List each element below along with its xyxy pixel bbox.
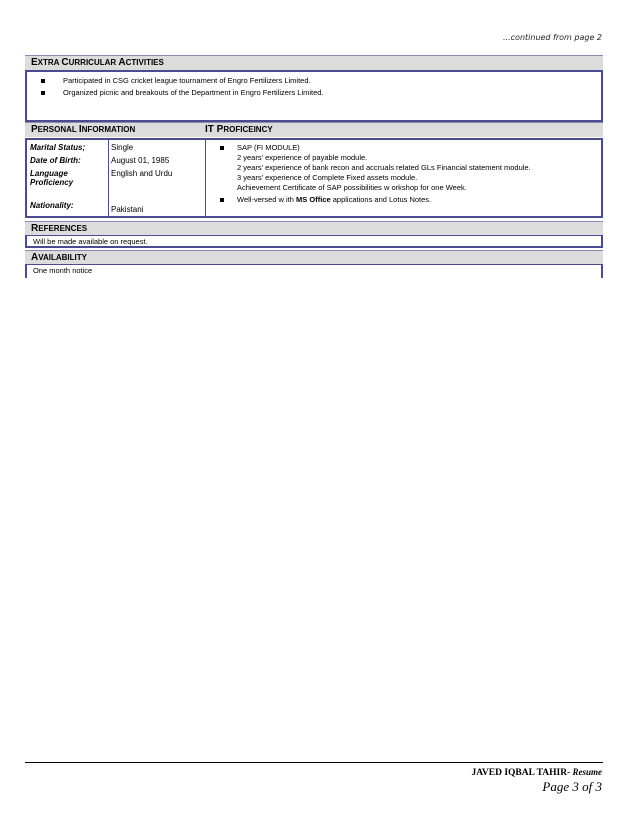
continued-note: ...continued from page 2: [503, 33, 602, 42]
personal-it-box: [25, 138, 603, 218]
extra-curricular-list: [27, 75, 601, 99]
sap-line: 2 years' experience of payable module.: [237, 153, 368, 162]
bullet-icon: [220, 146, 224, 150]
marital-status-value: Single: [111, 143, 134, 152]
list-item: Participated in CSG cricket league tournament of Engro Fertilizers Limited.: [27, 75, 601, 87]
language-proficiency-label: Language Proficiency: [30, 169, 74, 187]
sap-line: Achievement Certificate of SAP possibilities w orkshop for one Week.: [237, 183, 467, 192]
column-divider: [108, 140, 109, 218]
sap-title: SAP (FI MODULE): [237, 143, 300, 152]
nationality-label: Nationality:: [30, 201, 74, 210]
extra-curricular-heading: EXTRA CURRICULAR ACTIVITIES: [25, 55, 603, 70]
references-box: [25, 235, 603, 248]
availability-heading: AVAILABILITY: [25, 250, 603, 265]
sap-line: 2 years' experience of bank recon and accruals related GLs Financial statement module.: [237, 163, 531, 172]
footer-divider: [25, 762, 603, 763]
personal-information-heading: PERSONAL INFORMATION: [31, 124, 136, 135]
list-item: Organized picnic and breakouts of the Department in Engro Fertilizers Limited.: [27, 87, 601, 99]
column-divider: [205, 140, 206, 218]
bullet-icon: [220, 198, 224, 202]
references-heading: REFERENCES: [25, 221, 603, 236]
footer-name: JAVED IQBAL TAHIR- Resume: [471, 767, 602, 778]
ms-office-line: Well-versed w ith MS Office applications and Lotus Notes.: [237, 195, 432, 204]
language-value: English and Urdu: [111, 169, 173, 178]
sap-line: 3 years' experience of Complete Fixed assets module.: [237, 173, 418, 182]
nationality-value: Pakistani: [111, 205, 144, 214]
marital-status-label: Marital Status;: [30, 143, 86, 152]
date-of-birth-value: August 01, 1985: [111, 156, 170, 165]
it-proficiency-heading: IT PROFICEINCY: [205, 124, 273, 135]
availability-text: One month notice: [33, 266, 93, 275]
page-number: Page 3 of 3: [542, 779, 602, 794]
personal-it-heading: [25, 122, 603, 137]
date-of-birth-label: Date of Birth:: [30, 156, 81, 165]
references-text: Will be made available on request.: [33, 237, 148, 246]
availability-box: [25, 264, 603, 278]
extra-curricular-box: [25, 70, 603, 122]
